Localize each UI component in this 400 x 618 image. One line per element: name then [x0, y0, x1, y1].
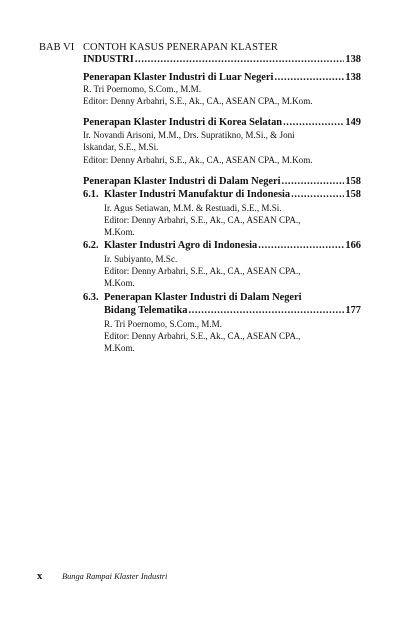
chapter-number: BAB VI — [39, 42, 75, 53]
chapter-title-line2-row[interactable] — [83, 54, 361, 65]
subentry-author: Ir. Subiyanto, M.Sc. — [104, 254, 178, 264]
leader-dots — [282, 176, 345, 187]
toc-subentry-6-3[interactable] — [104, 305, 361, 316]
toc-subentry-6-2[interactable] — [104, 240, 361, 251]
subentry-number: 6.3. — [83, 292, 99, 303]
entry-title: Penerapan Klaster Industri di Luar Negeri — [83, 72, 274, 83]
toc-entry-luar-negeri[interactable] — [83, 72, 361, 83]
page-marker: x — [37, 571, 43, 582]
leader-dots — [291, 189, 344, 200]
toc-entry-korea-selatan[interactable] — [83, 117, 361, 128]
leader-dots — [283, 117, 344, 128]
entry-editor: Editor: Denny Arbahri, S.E., Ak., CA., ASEAN CPA., M.Kom. — [83, 155, 313, 165]
entry-author: R. Tri Poernomo, S.Com., M.M. — [83, 84, 201, 94]
subentry-author: R. Tri Poernomo, S.Com., M.M. — [104, 319, 222, 329]
leader-dots — [258, 240, 344, 251]
subentry-title-line2: Bidang Telematika — [104, 305, 188, 316]
entry-page-number: 158 — [345, 176, 361, 187]
subentry-editor-cont: M.Kom. — [104, 227, 135, 237]
subentry-editor: Editor: Denny Arbahri, S.E., Ak., CA., ASEAN CPA., — [104, 331, 301, 341]
entry-author: Ir. Novandi Arisoni, M.M., Drs. Supratikno, M.Si., & Joni — [83, 130, 295, 140]
subentry-title-line1: Penerapan Klaster Industri di Dalam Negeri — [104, 292, 302, 303]
subentry-editor: Editor: Denny Arbahri, S.E., Ak., CA., ASEAN CPA., — [104, 266, 301, 276]
subentry-number: 6.1. — [83, 189, 99, 200]
chapter-heading — [39, 42, 278, 53]
entry-title: Penerapan Klaster Industri di Korea Selatan — [83, 117, 283, 128]
subentry-editor: Editor: Denny Arbahri, S.E., Ak., CA., ASEAN CPA., — [104, 215, 301, 225]
toc-entry-dalam-negeri[interactable] — [83, 176, 361, 187]
subentry-author: Ir. Agus Setiawan, M.M. & Restuadi, S.E., M.Si. — [104, 203, 282, 213]
subentry-editor-cont: M.Kom. — [104, 278, 135, 288]
subentry-number: 6.2. — [83, 240, 99, 251]
subentry-page-number: 177 — [345, 305, 361, 316]
chapter-page-number: 138 — [345, 54, 361, 65]
running-footer-title: Bunga Rampai Klaster Industri — [62, 572, 168, 581]
leader-dots — [188, 305, 344, 316]
entry-editor: Editor: Denny Arbahri, S.E., Ak., CA., ASEAN CPA., M.Kom. — [83, 96, 313, 106]
leader-dots — [135, 54, 345, 65]
subentry-title: Klaster Industri Agro di Indonesia — [104, 240, 258, 251]
subentry-page-number: 166 — [345, 240, 361, 251]
chapter-title-line2: INDUSTRI — [83, 54, 134, 65]
entry-page-number: 138 — [345, 72, 361, 83]
subentry-page-number: 158 — [345, 189, 361, 200]
entry-author-cont: Iskandar, S.E., M.Si. — [83, 142, 159, 152]
subentry-title: Klaster Industri Manufaktur di Indonesia — [104, 189, 291, 200]
subentry-editor-cont: M.Kom. — [104, 343, 135, 353]
chapter-title-line1: CONTOH KASUS PENERAPAN KLASTER — [83, 42, 278, 53]
leader-dots — [274, 72, 344, 83]
toc-subentry-6-1[interactable] — [104, 189, 361, 200]
entry-page-number: 149 — [345, 117, 361, 128]
entry-title: Penerapan Klaster Industri di Dalam Negeri — [83, 176, 281, 187]
